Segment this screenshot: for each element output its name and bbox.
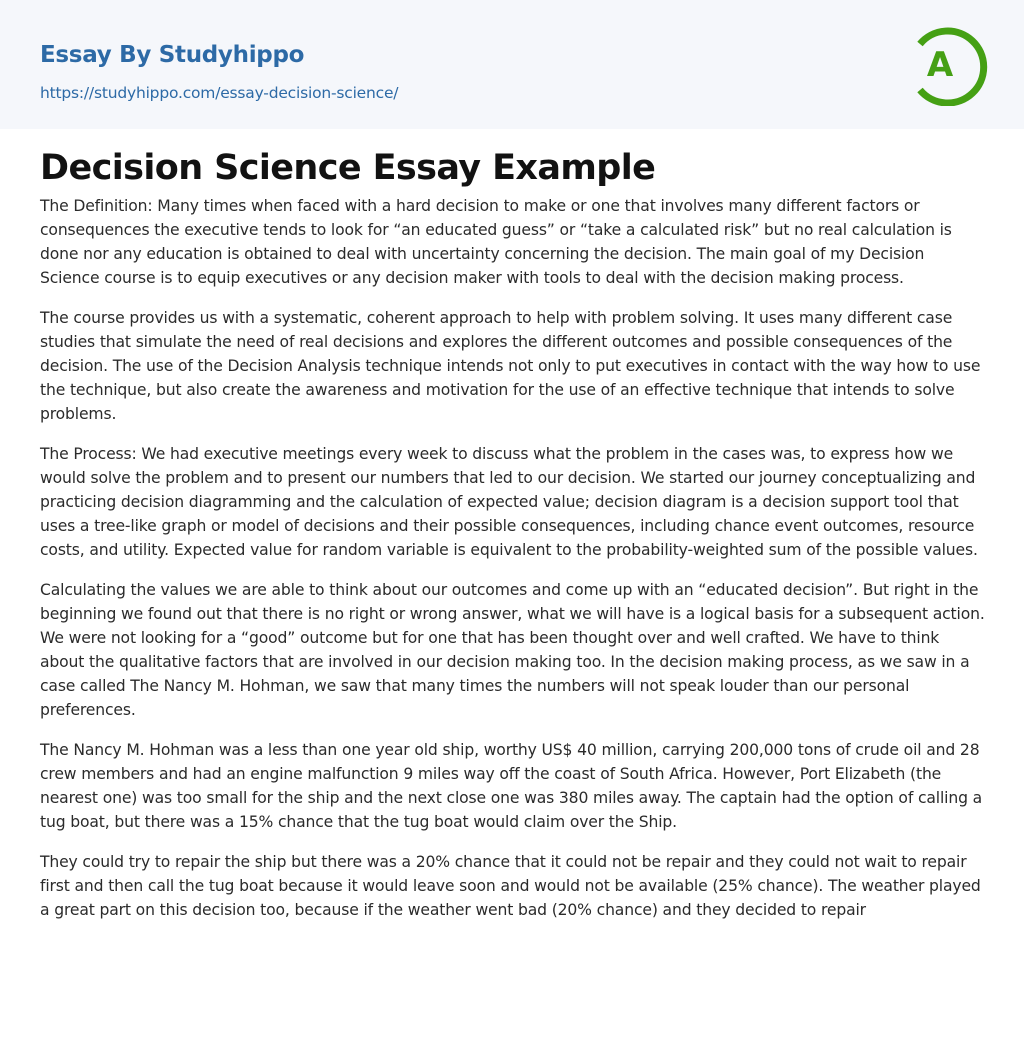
paragraph-definition: The Definition: Many times when faced with a hard decision to make or one that involves many different factors or consequences the executive tends to look for “an educated guess” or “take a calculated risk” but no real calculation is done nor any education is obtained to deal with uncertainty concerning the decision. The main goal of my Decision Science course is to equip executives or any decision maker with tools to deal with the decision making process. <box>40 197 952 287</box>
paragraph-calculating: Calculating the values we are able to think about our outcomes and come up with an “educated decision”. But right in the beginning we found out that there is no right or wrong answer, what we will have is a logical basis for a subsequent action. We were not looking for a “good” outcome but for one that has been thought over and well crafted. We have to think about the qualitative factors that are involved in our decision making too. In the decision making process, as we saw in a case called The Nancy M. Hohman, we saw that many times the numbers will not speak louder than our personal preferences. <box>40 581 985 719</box>
paragraph-course: The course provides us with a systematic, coherent approach to help with problem solving. It uses many different case studies that simulate the need of real decisions and explores the different outcomes and possible consequences of the decision. The use of the Decision Analysis technique intends not only to put executives in contact with the way how to use the technique, but also create the awareness and motivation for the use of an effective technique that intends to solve problems. <box>40 309 981 423</box>
essay-body <box>40 194 986 938</box>
studyhippo-logo-icon[interactable] <box>912 18 988 106</box>
paragraph-nancy-hohman: The Nancy M. Hohman was a less than one year old ship, worthy US$ 40 million, carrying 200,000 tons of crude oil and 28 crew members and had an engine malfunction 9 miles way off the coast of South Africa. However, Port Elizabeth (the nearest one) was too small for the ship and the next close one was 380 miles away. The captain had the option of calling a tug boat, but there was a 15% chance that the tug boat would claim over the Ship. <box>40 741 983 831</box>
page-title: Decision Science Essay Example <box>40 148 656 188</box>
paragraph-process: The Process: We had executive meetings every week to discuss what the problem in the cases was, to express how we would solve the problem and to present our numbers that led to our decision. We started our journey conceptualizing and practicing decision diagramming and the calculation of expected value; decision diagram is a decision support tool that uses a tree-like graph or model of decisions and their possible consequences, including chance event outcomes, resource costs, and utility. Expected value for random variable is equivalent to the probability-weighted sum of the possible values. <box>40 445 978 559</box>
essay-url-link[interactable]: https://studyhippo.com/essay-decision-science/ <box>40 84 399 102</box>
brand-title: Essay By Studyhippo <box>40 42 305 68</box>
logo-letter: A <box>926 45 954 85</box>
paragraph-repair: They could try to repair the ship but there was a 20% chance that it could not be repair and they could not wait to repair first and then call the tug boat because it would leave soon and would not be available (25% chance). The weather played a great part on this decision too, because if the weather went bad (20% chance) and they decided to repair <box>40 853 981 919</box>
